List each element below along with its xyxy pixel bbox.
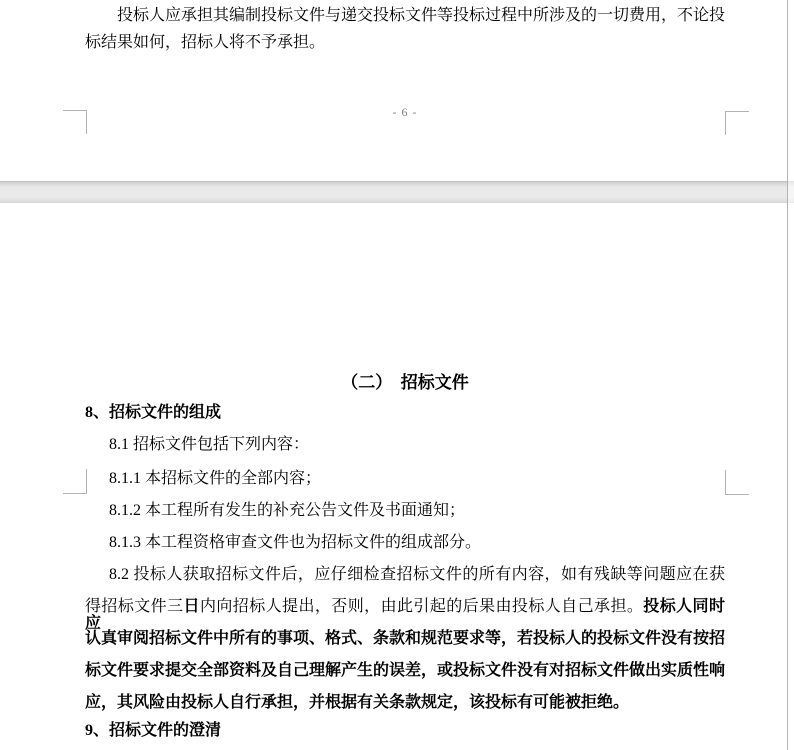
- paragraph-fees-line-2: 标结果如何，招标人将不予承担。: [85, 34, 326, 51]
- clause-8-2-line-2: [85, 598, 725, 632]
- clause-8-1-3: 8.1.3 本工程资格审查文件也为招标文件的组成部分。: [109, 534, 482, 551]
- page-break-gap: [0, 181, 794, 203]
- margin-mark-top-left-icon: [63, 469, 87, 494]
- clause-8-2-line-3: 认真审阅招标文件中所有的事项、格式、条款和规范要求等，若投标人的投标文件没有按招: [85, 630, 726, 647]
- margin-mark-bottom-left-icon: [63, 110, 87, 134]
- clause-8-1: 8.1 招标文件包括下列内容：: [109, 436, 310, 453]
- clause-8-2-line-1: 8.2 投标人获取招标文件后，应仔细检查招标文件的所有内容，如有残缺等问题应在获: [109, 566, 725, 583]
- document-page-7[interactable]: [0, 203, 788, 750]
- clause-8-2-line-2-bold-tail: 投标人同时应: [85, 598, 725, 632]
- clause-8-2-line-2-bold-day: 日: [183, 598, 200, 615]
- window-right-edge-strip: [788, 0, 794, 750]
- document-page-6[interactable]: [0, 0, 788, 181]
- page-number-footer: - 6 -: [392, 105, 418, 119]
- section-heading: （二） 招标文件: [341, 373, 469, 392]
- margin-mark-top-right-icon: [725, 470, 749, 495]
- window-right-edge-line: [787, 0, 788, 750]
- clause-8-heading: 8、招标文件的组成: [85, 404, 222, 421]
- clause-8-2-line-2-regular-start: 得招标文件三: [85, 598, 184, 615]
- clause-8-1-1: 8.1.1 本招标文件的全部内容；: [109, 470, 322, 487]
- clause-8-2-line-2-regular-mid: 内向招标人提出，否则，由此引起的后果由投标人自己承担。: [199, 598, 644, 615]
- margin-mark-bottom-right-icon: [725, 111, 749, 135]
- clause-8-2-line-4: 标文件要求提交全部资料及自己理解产生的误差，或投标文件没有对招标文件做出实质性响: [85, 662, 726, 679]
- paragraph-fees-line-1: 投标人应承担其编制投标文件与递交投标文件等投标过程中所涉及的一切费用，不论投: [117, 7, 726, 24]
- clause-8-1-2: 8.1.2 本工程所有发生的补充公告文件及书面通知；: [109, 502, 466, 519]
- clause-9-heading: 9、招标文件的澄清: [85, 722, 222, 739]
- clause-8-2-line-5: 应，其风险由投标人自行承担，并根据有关条款规定，该投标有可能被拒绝。: [85, 694, 630, 711]
